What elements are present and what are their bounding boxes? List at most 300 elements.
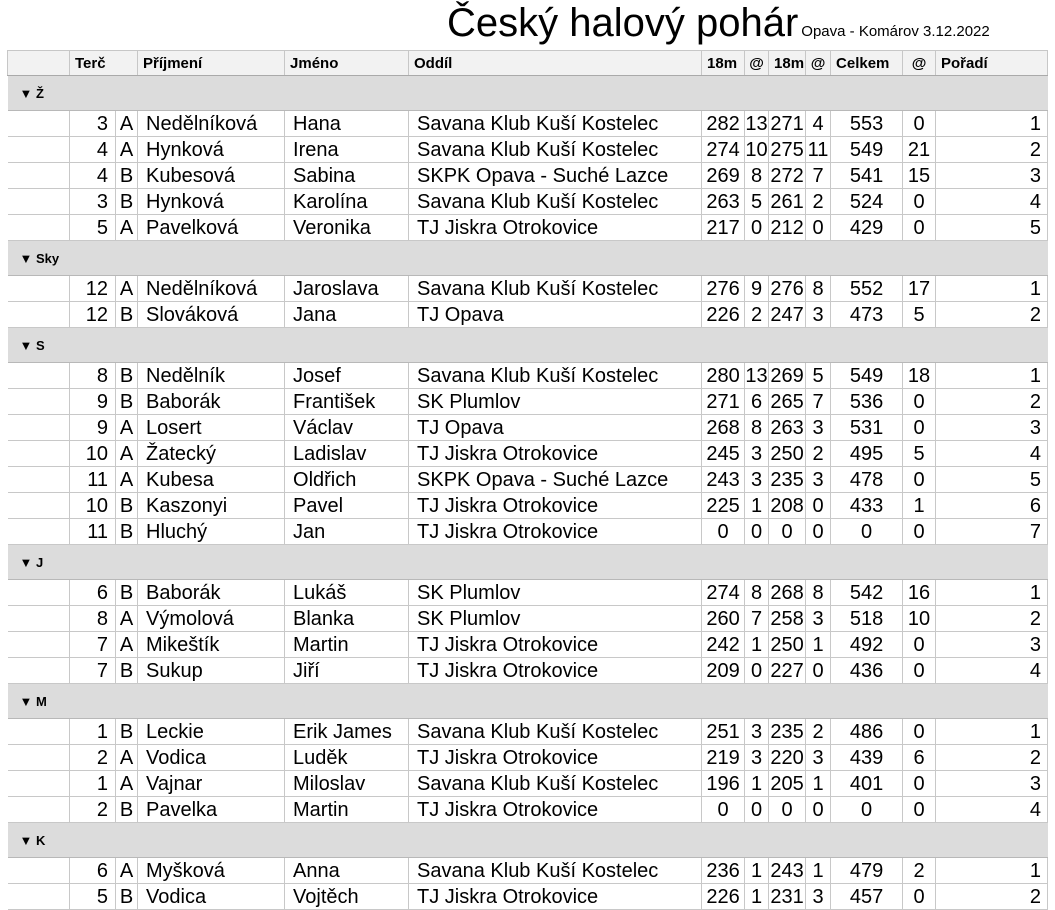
- total-score-cell[interactable]: 486: [831, 719, 903, 745]
- target-number-cell[interactable]: 3: [70, 111, 116, 137]
- rank-cell[interactable]: 4: [936, 797, 1048, 823]
- target-letter-cell[interactable]: A: [116, 745, 138, 771]
- x-count-total-cell[interactable]: 21: [903, 137, 936, 163]
- firstname-cell[interactable]: Erik James: [285, 719, 409, 745]
- x-count-total-cell[interactable]: 0: [903, 215, 936, 241]
- score-18m-1-cell[interactable]: 243: [702, 467, 745, 493]
- score-18m-1-cell[interactable]: 260: [702, 606, 745, 632]
- total-score-cell[interactable]: 542: [831, 580, 903, 606]
- x-count-1-cell[interactable]: 1: [745, 858, 769, 884]
- x-count-1-cell[interactable]: 8: [745, 580, 769, 606]
- surname-cell[interactable]: Leckie: [138, 719, 285, 745]
- x-count-2-cell[interactable]: 0: [806, 215, 831, 241]
- x-count-1-cell[interactable]: 13: [745, 111, 769, 137]
- x-count-1-cell[interactable]: 8: [745, 415, 769, 441]
- x-count-2-cell[interactable]: 0: [806, 493, 831, 519]
- group-header-row[interactable]: [8, 684, 1048, 719]
- target-letter-cell[interactable]: B: [116, 189, 138, 215]
- surname-cell[interactable]: Nedělníková: [138, 276, 285, 302]
- total-score-cell[interactable]: 0: [831, 519, 903, 545]
- surname-cell[interactable]: Vodica: [138, 745, 285, 771]
- target-number-cell[interactable]: 7: [70, 658, 116, 684]
- score-18m-2-cell[interactable]: 258: [769, 606, 806, 632]
- firstname-cell[interactable]: Irena: [285, 137, 409, 163]
- surname-cell[interactable]: Hynková: [138, 137, 285, 163]
- x-count-2-cell[interactable]: 0: [806, 797, 831, 823]
- target-number-cell[interactable]: 11: [70, 519, 116, 545]
- target-letter-cell[interactable]: A: [116, 137, 138, 163]
- rank-cell[interactable]: 4: [936, 658, 1048, 684]
- score-18m-2-cell[interactable]: 272: [769, 163, 806, 189]
- total-score-cell[interactable]: 401: [831, 771, 903, 797]
- rank-cell[interactable]: 3: [936, 163, 1048, 189]
- club-cell[interactable]: Savana Klub Kuší Kostelec: [409, 111, 702, 137]
- target-number-cell[interactable]: 10: [70, 441, 116, 467]
- club-cell[interactable]: Savana Klub Kuší Kostelec: [409, 137, 702, 163]
- collapse-triangle-icon[interactable]: ▼: [19, 693, 36, 709]
- firstname-cell[interactable]: Lukáš: [285, 580, 409, 606]
- score-18m-1-cell[interactable]: 268: [702, 415, 745, 441]
- surname-cell[interactable]: Výmolová: [138, 606, 285, 632]
- x-count-1-cell[interactable]: 3: [745, 745, 769, 771]
- target-number-cell[interactable]: 1: [70, 771, 116, 797]
- score-18m-1-cell[interactable]: 263: [702, 189, 745, 215]
- group-toggle[interactable]: [8, 328, 1048, 363]
- group-toggle[interactable]: [8, 545, 1048, 580]
- score-18m-1-cell[interactable]: 0: [702, 797, 745, 823]
- x-count-1-cell[interactable]: 1: [745, 771, 769, 797]
- club-cell[interactable]: TJ Jiskra Otrokovice: [409, 632, 702, 658]
- col-header-18m-1[interactable]: 18m: [702, 51, 745, 76]
- club-cell[interactable]: Savana Klub Kuší Kostelec: [409, 363, 702, 389]
- target-letter-cell[interactable]: B: [116, 493, 138, 519]
- club-cell[interactable]: TJ Jiskra Otrokovice: [409, 658, 702, 684]
- surname-cell[interactable]: Slováková: [138, 302, 285, 328]
- target-number-cell[interactable]: 7: [70, 632, 116, 658]
- score-18m-1-cell[interactable]: 236: [702, 858, 745, 884]
- surname-cell[interactable]: Sukup: [138, 658, 285, 684]
- firstname-cell[interactable]: Hana: [285, 111, 409, 137]
- target-number-cell[interactable]: 4: [70, 137, 116, 163]
- total-score-cell[interactable]: 552: [831, 276, 903, 302]
- target-number-cell[interactable]: 9: [70, 415, 116, 441]
- total-score-cell[interactable]: 0: [831, 797, 903, 823]
- rank-cell[interactable]: 3: [936, 632, 1048, 658]
- x-count-total-cell[interactable]: 0: [903, 771, 936, 797]
- target-letter-cell[interactable]: A: [116, 215, 138, 241]
- total-score-cell[interactable]: 457: [831, 884, 903, 910]
- target-number-cell[interactable]: 6: [70, 580, 116, 606]
- target-number-cell[interactable]: 1: [70, 719, 116, 745]
- collapse-triangle-icon[interactable]: ▼: [19, 554, 36, 570]
- surname-cell[interactable]: Losert: [138, 415, 285, 441]
- rank-cell[interactable]: 2: [936, 302, 1048, 328]
- firstname-cell[interactable]: Veronika: [285, 215, 409, 241]
- firstname-cell[interactable]: Blanka: [285, 606, 409, 632]
- score-18m-2-cell[interactable]: 269: [769, 363, 806, 389]
- group-header-row[interactable]: [8, 76, 1048, 111]
- score-18m-1-cell[interactable]: 217: [702, 215, 745, 241]
- x-count-total-cell[interactable]: 0: [903, 467, 936, 493]
- col-header-club[interactable]: Oddíl: [409, 51, 702, 76]
- club-cell[interactable]: TJ Jiskra Otrokovice: [409, 884, 702, 910]
- rank-cell[interactable]: 2: [936, 137, 1048, 163]
- target-number-cell[interactable]: 3: [70, 189, 116, 215]
- col-header-surname[interactable]: Příjmení: [138, 51, 285, 76]
- col-header-at-total[interactable]: @: [903, 51, 936, 76]
- score-18m-2-cell[interactable]: 276: [769, 276, 806, 302]
- group-header-row[interactable]: [8, 545, 1048, 580]
- firstname-cell[interactable]: Ladislav: [285, 441, 409, 467]
- total-score-cell[interactable]: 436: [831, 658, 903, 684]
- target-letter-cell[interactable]: A: [116, 415, 138, 441]
- x-count-2-cell[interactable]: 8: [806, 276, 831, 302]
- collapse-triangle-icon[interactable]: ▼: [19, 250, 36, 266]
- col-header-firstname[interactable]: Jméno: [285, 51, 409, 76]
- x-count-2-cell[interactable]: 3: [806, 745, 831, 771]
- rank-cell[interactable]: 4: [936, 189, 1048, 215]
- firstname-cell[interactable]: Miloslav: [285, 771, 409, 797]
- x-count-2-cell[interactable]: 7: [806, 163, 831, 189]
- club-cell[interactable]: Savana Klub Kuší Kostelec: [409, 276, 702, 302]
- rank-cell[interactable]: 5: [936, 467, 1048, 493]
- total-score-cell[interactable]: 518: [831, 606, 903, 632]
- x-count-total-cell[interactable]: 15: [903, 163, 936, 189]
- target-letter-cell[interactable]: B: [116, 884, 138, 910]
- target-letter-cell[interactable]: A: [116, 771, 138, 797]
- x-count-total-cell[interactable]: 0: [903, 189, 936, 215]
- x-count-total-cell[interactable]: 0: [903, 884, 936, 910]
- firstname-cell[interactable]: Josef: [285, 363, 409, 389]
- collapse-triangle-icon[interactable]: ▼: [19, 832, 36, 848]
- target-number-cell[interactable]: 6: [70, 858, 116, 884]
- total-score-cell[interactable]: 531: [831, 415, 903, 441]
- group-toggle[interactable]: [8, 241, 1048, 276]
- x-count-1-cell[interactable]: 13: [745, 363, 769, 389]
- score-18m-2-cell[interactable]: 271: [769, 111, 806, 137]
- x-count-total-cell[interactable]: 0: [903, 111, 936, 137]
- club-cell[interactable]: SKPK Opava - Suché Lazce: [409, 467, 702, 493]
- target-number-cell[interactable]: 8: [70, 363, 116, 389]
- rank-cell[interactable]: 3: [936, 415, 1048, 441]
- x-count-1-cell[interactable]: 3: [745, 441, 769, 467]
- score-18m-2-cell[interactable]: 235: [769, 467, 806, 493]
- col-header-18m-2[interactable]: 18m: [769, 51, 806, 76]
- total-score-cell[interactable]: 492: [831, 632, 903, 658]
- x-count-total-cell[interactable]: 0: [903, 415, 936, 441]
- target-letter-cell[interactable]: A: [116, 858, 138, 884]
- group-header-row[interactable]: [8, 328, 1048, 363]
- score-18m-2-cell[interactable]: 205: [769, 771, 806, 797]
- score-18m-1-cell[interactable]: 209: [702, 658, 745, 684]
- club-cell[interactable]: Savana Klub Kuší Kostelec: [409, 719, 702, 745]
- score-18m-1-cell[interactable]: 269: [702, 163, 745, 189]
- x-count-total-cell[interactable]: 1: [903, 493, 936, 519]
- score-18m-2-cell[interactable]: 268: [769, 580, 806, 606]
- x-count-1-cell[interactable]: 9: [745, 276, 769, 302]
- x-count-total-cell[interactable]: 0: [903, 632, 936, 658]
- x-count-total-cell[interactable]: 2: [903, 858, 936, 884]
- club-cell[interactable]: TJ Opava: [409, 415, 702, 441]
- rank-cell[interactable]: 1: [936, 111, 1048, 137]
- total-score-cell[interactable]: 495: [831, 441, 903, 467]
- surname-cell[interactable]: Baborák: [138, 389, 285, 415]
- x-count-1-cell[interactable]: 3: [745, 467, 769, 493]
- rank-cell[interactable]: 5: [936, 215, 1048, 241]
- score-18m-1-cell[interactable]: 276: [702, 276, 745, 302]
- col-header-at-2[interactable]: @: [806, 51, 831, 76]
- firstname-cell[interactable]: Oldřich: [285, 467, 409, 493]
- surname-cell[interactable]: Vajnar: [138, 771, 285, 797]
- target-number-cell[interactable]: 12: [70, 276, 116, 302]
- total-score-cell[interactable]: 478: [831, 467, 903, 493]
- club-cell[interactable]: TJ Jiskra Otrokovice: [409, 493, 702, 519]
- surname-cell[interactable]: Nedělníková: [138, 111, 285, 137]
- firstname-cell[interactable]: Václav: [285, 415, 409, 441]
- x-count-2-cell[interactable]: 2: [806, 719, 831, 745]
- rank-cell[interactable]: 2: [936, 606, 1048, 632]
- surname-cell[interactable]: Nedělník: [138, 363, 285, 389]
- total-score-cell[interactable]: 553: [831, 111, 903, 137]
- score-18m-1-cell[interactable]: 274: [702, 137, 745, 163]
- firstname-cell[interactable]: Jiří: [285, 658, 409, 684]
- group-header-row[interactable]: [8, 241, 1048, 276]
- x-count-1-cell[interactable]: 10: [745, 137, 769, 163]
- target-letter-cell[interactable]: B: [116, 580, 138, 606]
- target-letter-cell[interactable]: A: [116, 632, 138, 658]
- score-18m-1-cell[interactable]: 245: [702, 441, 745, 467]
- x-count-2-cell[interactable]: 0: [806, 658, 831, 684]
- score-18m-2-cell[interactable]: 265: [769, 389, 806, 415]
- x-count-2-cell[interactable]: 2: [806, 189, 831, 215]
- target-letter-cell[interactable]: B: [116, 519, 138, 545]
- target-number-cell[interactable]: 2: [70, 797, 116, 823]
- x-count-1-cell[interactable]: 3: [745, 719, 769, 745]
- rank-cell[interactable]: 1: [936, 276, 1048, 302]
- club-cell[interactable]: Savana Klub Kuší Kostelec: [409, 858, 702, 884]
- target-letter-cell[interactable]: A: [116, 606, 138, 632]
- x-count-2-cell[interactable]: 11: [806, 137, 831, 163]
- x-count-2-cell[interactable]: 4: [806, 111, 831, 137]
- group-toggle[interactable]: [8, 76, 1048, 111]
- x-count-2-cell[interactable]: 1: [806, 771, 831, 797]
- score-18m-1-cell[interactable]: 196: [702, 771, 745, 797]
- target-number-cell[interactable]: 11: [70, 467, 116, 493]
- firstname-cell[interactable]: Jaroslava: [285, 276, 409, 302]
- x-count-2-cell[interactable]: 3: [806, 467, 831, 493]
- target-letter-cell[interactable]: B: [116, 363, 138, 389]
- target-letter-cell[interactable]: A: [116, 467, 138, 493]
- col-header-target[interactable]: Terč: [70, 51, 138, 76]
- x-count-total-cell[interactable]: 0: [903, 658, 936, 684]
- total-score-cell[interactable]: 536: [831, 389, 903, 415]
- x-count-total-cell[interactable]: 17: [903, 276, 936, 302]
- target-letter-cell[interactable]: B: [116, 163, 138, 189]
- firstname-cell[interactable]: František: [285, 389, 409, 415]
- rank-cell[interactable]: 1: [936, 719, 1048, 745]
- group-toggle[interactable]: [8, 684, 1048, 719]
- total-score-cell[interactable]: 524: [831, 189, 903, 215]
- total-score-cell[interactable]: 479: [831, 858, 903, 884]
- x-count-1-cell[interactable]: 8: [745, 163, 769, 189]
- x-count-2-cell[interactable]: 0: [806, 519, 831, 545]
- target-number-cell[interactable]: 4: [70, 163, 116, 189]
- club-cell[interactable]: SK Plumlov: [409, 606, 702, 632]
- group-header-row[interactable]: [8, 823, 1048, 858]
- score-18m-2-cell[interactable]: 231: [769, 884, 806, 910]
- rank-cell[interactable]: 1: [936, 363, 1048, 389]
- club-cell[interactable]: TJ Jiskra Otrokovice: [409, 441, 702, 467]
- firstname-cell[interactable]: Jana: [285, 302, 409, 328]
- rank-cell[interactable]: 1: [936, 858, 1048, 884]
- x-count-1-cell[interactable]: 0: [745, 658, 769, 684]
- total-score-cell[interactable]: 549: [831, 137, 903, 163]
- x-count-total-cell[interactable]: 16: [903, 580, 936, 606]
- target-number-cell[interactable]: 2: [70, 745, 116, 771]
- club-cell[interactable]: TJ Jiskra Otrokovice: [409, 215, 702, 241]
- score-18m-1-cell[interactable]: 225: [702, 493, 745, 519]
- total-score-cell[interactable]: 549: [831, 363, 903, 389]
- score-18m-2-cell[interactable]: 227: [769, 658, 806, 684]
- score-18m-1-cell[interactable]: 274: [702, 580, 745, 606]
- score-18m-1-cell[interactable]: 242: [702, 632, 745, 658]
- score-18m-2-cell[interactable]: 235: [769, 719, 806, 745]
- score-18m-2-cell[interactable]: 0: [769, 797, 806, 823]
- x-count-total-cell[interactable]: 10: [903, 606, 936, 632]
- target-number-cell[interactable]: 10: [70, 493, 116, 519]
- score-18m-2-cell[interactable]: 208: [769, 493, 806, 519]
- surname-cell[interactable]: Žatecký: [138, 441, 285, 467]
- surname-cell[interactable]: Kaszonyi: [138, 493, 285, 519]
- score-18m-1-cell[interactable]: 0: [702, 519, 745, 545]
- club-cell[interactable]: TJ Opava: [409, 302, 702, 328]
- surname-cell[interactable]: Vodica: [138, 884, 285, 910]
- x-count-1-cell[interactable]: 1: [745, 493, 769, 519]
- rank-cell[interactable]: 2: [936, 745, 1048, 771]
- score-18m-2-cell[interactable]: 250: [769, 441, 806, 467]
- firstname-cell[interactable]: Sabina: [285, 163, 409, 189]
- score-18m-2-cell[interactable]: 220: [769, 745, 806, 771]
- surname-cell[interactable]: Kubesová: [138, 163, 285, 189]
- score-18m-2-cell[interactable]: 263: [769, 415, 806, 441]
- score-18m-1-cell[interactable]: 226: [702, 302, 745, 328]
- x-count-total-cell[interactable]: 5: [903, 441, 936, 467]
- rank-cell[interactable]: 7: [936, 519, 1048, 545]
- target-letter-cell[interactable]: A: [116, 441, 138, 467]
- surname-cell[interactable]: Kubesa: [138, 467, 285, 493]
- target-number-cell[interactable]: 12: [70, 302, 116, 328]
- target-letter-cell[interactable]: A: [116, 276, 138, 302]
- total-score-cell[interactable]: 433: [831, 493, 903, 519]
- surname-cell[interactable]: Myšková: [138, 858, 285, 884]
- target-letter-cell[interactable]: B: [116, 719, 138, 745]
- x-count-1-cell[interactable]: 7: [745, 606, 769, 632]
- x-count-2-cell[interactable]: 2: [806, 441, 831, 467]
- rank-cell[interactable]: 4: [936, 441, 1048, 467]
- x-count-2-cell[interactable]: 1: [806, 632, 831, 658]
- rank-cell[interactable]: 2: [936, 389, 1048, 415]
- target-number-cell[interactable]: 5: [70, 884, 116, 910]
- score-18m-1-cell[interactable]: 271: [702, 389, 745, 415]
- collapse-triangle-icon[interactable]: ▼: [19, 337, 36, 353]
- score-18m-2-cell[interactable]: 243: [769, 858, 806, 884]
- x-count-total-cell[interactable]: 0: [903, 389, 936, 415]
- x-count-2-cell[interactable]: 3: [806, 415, 831, 441]
- firstname-cell[interactable]: Jan: [285, 519, 409, 545]
- score-18m-1-cell[interactable]: 282: [702, 111, 745, 137]
- target-letter-cell[interactable]: B: [116, 797, 138, 823]
- score-18m-1-cell[interactable]: 280: [702, 363, 745, 389]
- target-letter-cell[interactable]: B: [116, 389, 138, 415]
- x-count-2-cell[interactable]: 5: [806, 363, 831, 389]
- rank-cell[interactable]: 3: [936, 771, 1048, 797]
- total-score-cell[interactable]: 429: [831, 215, 903, 241]
- x-count-1-cell[interactable]: 1: [745, 884, 769, 910]
- x-count-total-cell[interactable]: 0: [903, 797, 936, 823]
- x-count-2-cell[interactable]: 7: [806, 389, 831, 415]
- score-18m-2-cell[interactable]: 247: [769, 302, 806, 328]
- firstname-cell[interactable]: Anna: [285, 858, 409, 884]
- total-score-cell[interactable]: 473: [831, 302, 903, 328]
- x-count-2-cell[interactable]: 3: [806, 302, 831, 328]
- rank-cell[interactable]: 2: [936, 884, 1048, 910]
- x-count-1-cell[interactable]: 1: [745, 632, 769, 658]
- target-letter-cell[interactable]: A: [116, 111, 138, 137]
- score-18m-2-cell[interactable]: 0: [769, 519, 806, 545]
- club-cell[interactable]: SK Plumlov: [409, 580, 702, 606]
- x-count-2-cell[interactable]: 1: [806, 858, 831, 884]
- total-score-cell[interactable]: 439: [831, 745, 903, 771]
- x-count-total-cell[interactable]: 18: [903, 363, 936, 389]
- col-header-total[interactable]: Celkem: [831, 51, 903, 76]
- score-18m-2-cell[interactable]: 261: [769, 189, 806, 215]
- firstname-cell[interactable]: Luděk: [285, 745, 409, 771]
- score-18m-2-cell[interactable]: 275: [769, 137, 806, 163]
- target-number-cell[interactable]: 5: [70, 215, 116, 241]
- club-cell[interactable]: TJ Jiskra Otrokovice: [409, 745, 702, 771]
- score-18m-1-cell[interactable]: 219: [702, 745, 745, 771]
- club-cell[interactable]: SK Plumlov: [409, 389, 702, 415]
- target-number-cell[interactable]: 9: [70, 389, 116, 415]
- club-cell[interactable]: TJ Jiskra Otrokovice: [409, 519, 702, 545]
- x-count-1-cell[interactable]: 0: [745, 519, 769, 545]
- club-cell[interactable]: SKPK Opava - Suché Lazce: [409, 163, 702, 189]
- surname-cell[interactable]: Hluchý: [138, 519, 285, 545]
- surname-cell[interactable]: Pavelková: [138, 215, 285, 241]
- target-letter-cell[interactable]: B: [116, 658, 138, 684]
- col-header-rank[interactable]: Pořadí: [936, 51, 1048, 76]
- x-count-2-cell[interactable]: 3: [806, 884, 831, 910]
- x-count-1-cell[interactable]: 0: [745, 797, 769, 823]
- score-18m-2-cell[interactable]: 250: [769, 632, 806, 658]
- score-18m-1-cell[interactable]: 226: [702, 884, 745, 910]
- rank-cell[interactable]: 1: [936, 580, 1048, 606]
- firstname-cell[interactable]: Vojtěch: [285, 884, 409, 910]
- x-count-1-cell[interactable]: 0: [745, 215, 769, 241]
- x-count-total-cell[interactable]: 0: [903, 519, 936, 545]
- col-header-at-1[interactable]: @: [745, 51, 769, 76]
- firstname-cell[interactable]: Martin: [285, 632, 409, 658]
- club-cell[interactable]: TJ Jiskra Otrokovice: [409, 797, 702, 823]
- surname-cell[interactable]: Hynková: [138, 189, 285, 215]
- x-count-1-cell[interactable]: 6: [745, 389, 769, 415]
- x-count-2-cell[interactable]: 3: [806, 606, 831, 632]
- x-count-total-cell[interactable]: 5: [903, 302, 936, 328]
- surname-cell[interactable]: Mikeštík: [138, 632, 285, 658]
- firstname-cell[interactable]: Martin: [285, 797, 409, 823]
- target-number-cell[interactable]: 8: [70, 606, 116, 632]
- total-score-cell[interactable]: 541: [831, 163, 903, 189]
